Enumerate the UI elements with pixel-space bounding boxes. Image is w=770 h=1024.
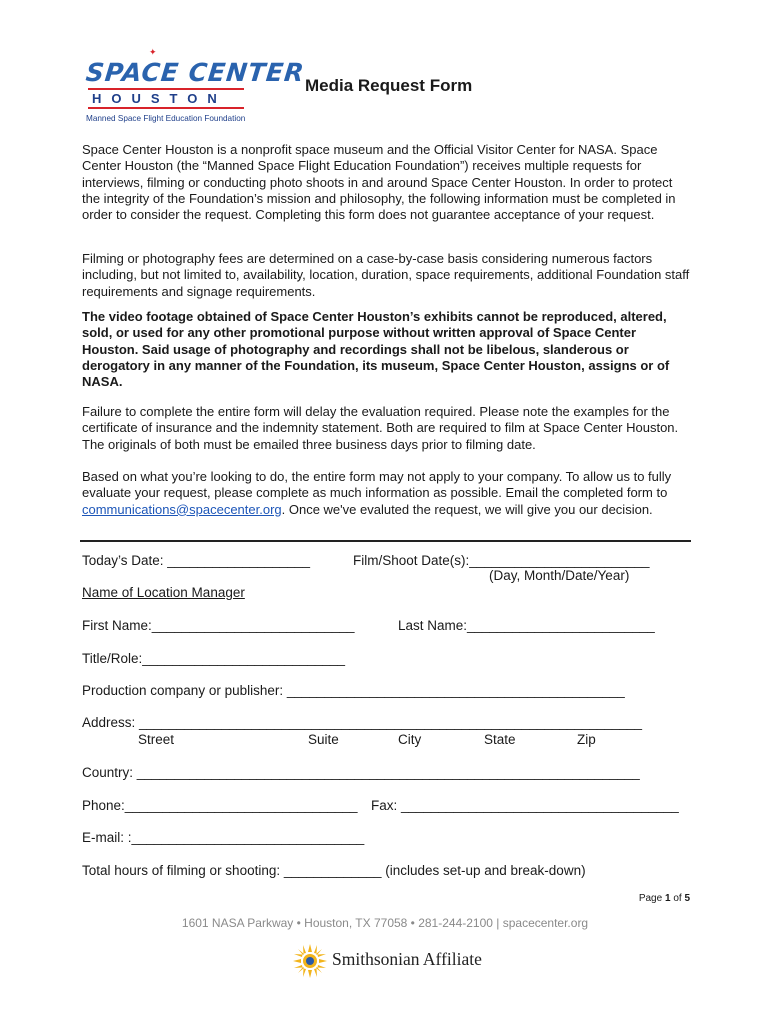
logo-divider-top: [88, 88, 244, 90]
footer-address: 1601 NASA Parkway • Houston, TX 77058 • 281-244-2100 | spacecenter.org: [181, 916, 589, 930]
page-current: 1: [664, 893, 671, 904]
address-state-label: State: [484, 732, 516, 747]
address-city-label: City: [398, 732, 422, 747]
logo-tagline: Manned Space Flight Education Foundation: [86, 114, 246, 123]
page-of: of: [673, 893, 682, 904]
smithsonian-affiliate-logo: [292, 943, 492, 979]
logo-star-icon: ✦: [149, 47, 157, 57]
logo-wordmark-bottom: HOUSTON: [92, 91, 227, 106]
logo-wordmark-top: SPACE CENTER: [84, 58, 307, 87]
space-center-houston-logo: [82, 47, 307, 128]
usage-restrictions-paragraph: The video footage obtained of Space Center Houston’s exhibits cannot be reproduced, altered, sold, or used for any other promotional purpose without written approval of Space Center Houston. Said usage of photography and recordings shall not be libelous, slanderous or derogatory in any manner of the Foundation, its museum, Space Center Houston, assigns or of NASA.: [82, 309, 670, 390]
last-name-field[interactable]: Last Name:_________________________: [398, 618, 655, 633]
address-field[interactable]: Address: ___________________________________________________________________: [82, 715, 643, 730]
submission-text-before: Based on what you’re looking to do, the entire form may not apply to your company. To allow us to fully evaluate your request, please complete as much information as possible. Email the completed form to: [82, 469, 672, 501]
sun-icon: [292, 943, 328, 979]
section-divider: [80, 540, 691, 542]
location-manager-heading: Name of Location Manager: [82, 585, 245, 600]
fees-paragraph: Filming or photography fees are determined on a case-by-case basis considering numerous factors including, but not limited to, availability, location, duration, space requirements, additional Foundation staff requirements and signage requirements.: [82, 251, 690, 299]
total-hours-field[interactable]: Total hours of filming or shooting: _____________ (includes set-up and break-down): [82, 863, 586, 878]
logo-divider-bottom: [88, 107, 244, 109]
country-field[interactable]: Country: ___________________________________________________________________: [82, 765, 640, 780]
page-total: 5: [684, 893, 690, 904]
first-name-field[interactable]: First Name:___________________________: [82, 618, 355, 633]
smithsonian-affiliate-text: Smithsonian Affiliate: [332, 949, 482, 969]
fax-field[interactable]: Fax: _____________________________________: [371, 798, 679, 813]
completion-paragraph: Failure to complete the entire form will delay the evaluation required. Please note the examples for the certificate of insurance and the indemnity statement. Both are required to film at Space Center Houston. The originals of both must be emailed three business days prior to filming date.: [82, 404, 679, 452]
production-company-field[interactable]: Production company or publisher: _____________________________________________: [82, 683, 625, 698]
address-zip-label: Zip: [577, 732, 596, 747]
title-role-field[interactable]: Title/Role:___________________________: [82, 651, 345, 666]
page-label: Page: [638, 893, 663, 904]
email-link[interactable]: communications@spacecenter.org: [82, 501, 282, 517]
shoot-dates-field[interactable]: Film/Shoot Date(s):________________________: [353, 553, 650, 568]
todays-date-field[interactable]: Today’s Date: ___________________: [82, 553, 310, 568]
submission-paragraph: [82, 469, 692, 518]
phone-field[interactable]: Phone:_______________________________: [82, 798, 358, 813]
intro-paragraph: Space Center Houston is a nonprofit space museum and the Official Visitor Center for NASA. Space Center Houston (the “Manned Space Flight Education Foundation”) receives multiple requests for interviews, filming or conducting photo shoots in and around Space Center Houston. In order to protect the integrity of the Foundation’s mission and philosophy, the following information must be completed in order to consider the request. Completing this form does not guarantee acceptance of your request.: [82, 142, 676, 223]
email-field[interactable]: E-mail: :_______________________________: [82, 830, 365, 845]
page-title: Media Request Form: [305, 76, 473, 95]
address-street-label: Street: [138, 732, 175, 747]
date-format-hint: (Day, Month/Date/Year): [489, 568, 630, 583]
submission-text-after: . Once we've evaluted the request, we will give you our decision.: [281, 501, 653, 517]
address-suite-label: Suite: [308, 732, 339, 747]
page-number: [639, 893, 690, 904]
